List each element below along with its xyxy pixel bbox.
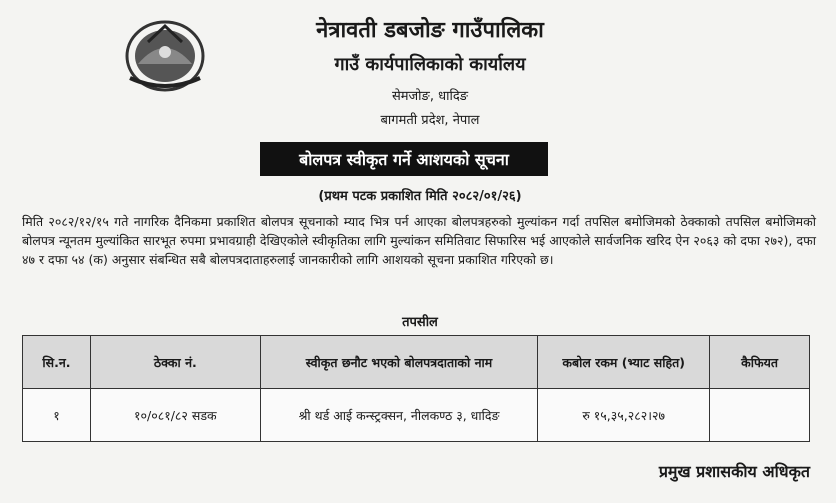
table-row xyxy=(23,389,810,442)
office-name: गाउँ कार्यपालिकाको कार्यालय xyxy=(334,54,526,75)
notice-body: मिति २०८२/१२/१५ गते नागरिक दैनिकमा प्रकाशित बोलपत्र सूचनाको म्याद भित्र पर्न आएका बोलपत्रहरुको मुल्यांकन गर्दा तपसिल बमोजिमको ठेक्काको तपसिल बमोजिमको बोलपत्र न्यूनतम मुल्यांकित सारभूत रुपमा प्रभावग्राही देखिएकोले स्वीकृतिका लागि मुल्यांकन समितिवाट सिफारिस भई आएकोले सार्वजनिक खरिद ऐन २०६३ को दफा २७२), दफा ४७ र दफा ५४ (क) अनुसार संबन्धित सबै बोलपत्रदाताहरुलाई जानकारीको लागि आशयको सूचना प्रकाशित गरिएको छ। xyxy=(22,214,816,267)
cell-remarks xyxy=(710,389,810,442)
signature-title: प्रमुख प्रशासकीय अधिकृत xyxy=(658,462,810,481)
notice-title: बोलपत्र स्वीकृत गर्ने आशयको सूचना xyxy=(260,142,548,176)
nepal-emblem-icon xyxy=(120,12,210,94)
province-text: बागमती प्रदेश, नेपाल xyxy=(380,113,480,128)
cell-bid-amount: रु १५,३५,२८२।२७ xyxy=(538,389,710,442)
published-date: (प्रथम पटक प्रकाशित मिति २०८२/०१/२६) xyxy=(318,189,522,204)
municipality-name: नेत्रावती डबजोङ गाउँपालिका xyxy=(316,18,544,43)
location-text: सेमजोङ, धादिङ xyxy=(391,89,469,104)
header-serial: सि.न. xyxy=(23,336,91,389)
tapasil-heading: तपसील xyxy=(402,315,438,330)
header-bid-amount: कबोल रकम (भ्याट सहित) xyxy=(538,336,710,389)
contract-table xyxy=(22,335,810,442)
cell-serial: १ xyxy=(23,389,91,442)
header-remarks: कैफियत xyxy=(710,336,810,389)
table-header-row xyxy=(23,336,810,389)
cell-contract-no: १०/०८१/८२ सडक xyxy=(90,389,260,442)
header-bidder-name: स्वीकृत छनौट भएको बोलपत्रदाताको नाम xyxy=(260,336,538,389)
header-contract-no: ठेक्का नं. xyxy=(90,336,260,389)
cell-bidder-name: श्री थर्ड आई कन्स्ट्रक्सन, नीलकण्ठ ३, धादिङ xyxy=(260,389,538,442)
